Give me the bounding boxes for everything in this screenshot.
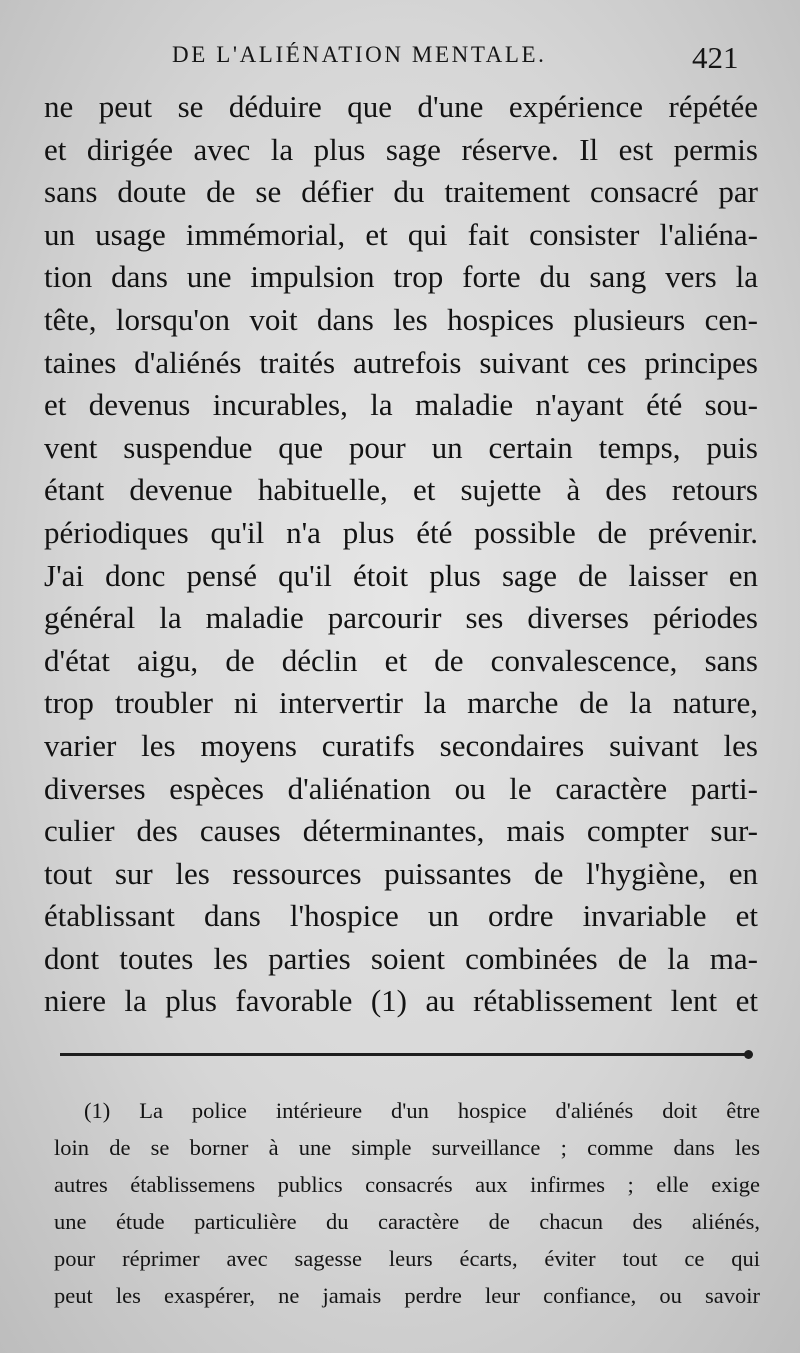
text-line: tion dans une impulsion trop forte du sang vers la [44, 259, 758, 295]
text-line: varier les moyens curatifs secondaires suivant les [44, 727, 758, 763]
text-line: d'état aigu, de déclin et de convalescence, sans [44, 642, 758, 678]
running-title: DE L'ALIÉNATION MENTALE. [172, 42, 547, 67]
text-line: vent suspendue que pour un certain temps, puis [44, 429, 758, 465]
footnote-line: loin de se borner à une simple surveillance ; comme dans les [54, 1135, 760, 1160]
footnote-line: une étude particulière du caractère de chacun des aliénés, [54, 1209, 760, 1234]
text-line: étant devenue habituelle, et sujette à des retours [44, 472, 758, 508]
text-line: général la maladie parcourir ses diverses périodes [44, 600, 758, 636]
text-line: tout sur les ressources puissantes de l'hygiène, en [44, 855, 758, 891]
page-number: 421 [692, 40, 739, 75]
text-line: et devenus incurables, la maladie n'ayant été sou- [44, 387, 758, 423]
footnote-separator-rule [60, 1053, 748, 1056]
footnote-line: (1) La police intérieure d'un hospice d'aliénés doit être [84, 1098, 760, 1123]
text-line: dont toutes les parties soient combinées de la ma- [44, 940, 758, 976]
text-line: périodiques qu'il n'a plus été possible de prévenir. [44, 514, 758, 550]
main-text [44, 86, 758, 1023]
rule-end-ornament [744, 1050, 753, 1059]
text-line: établissant dans l'hospice un ordre invariable et [44, 898, 758, 934]
text-line: taines d'aliénés traités autrefois suivant ces principes [44, 344, 758, 380]
page-header [0, 42, 800, 82]
text-line: niere la plus favorable (1) au rétablissement lent et [44, 983, 758, 1019]
text-line: tête, lorsqu'on voit dans les hospices plusieurs cen- [44, 301, 758, 337]
text-line: trop troubler ni intervertir la marche de la nature, [44, 685, 758, 721]
footnote [54, 1092, 760, 1314]
text-line: sans doute de se défier du traitement consacré par [44, 174, 758, 210]
text-line: ne peut se déduire que d'une expérience répétée [44, 89, 758, 124]
text-line: et dirigée avec la plus sage réserve. Il est permis [44, 131, 758, 167]
text-line: culier des causes déterminantes, mais compter sur- [44, 813, 758, 849]
footnote-line: pour réprimer avec sagesse leurs écarts, éviter tout ce qui [54, 1246, 760, 1271]
text-line: diverses espèces d'aliénation ou le caractère parti- [44, 770, 758, 806]
footnote-line: autres établissemens publics consacrés aux infirmes ; elle exige [54, 1172, 760, 1197]
text-line: J'ai donc pensé qu'il étoit plus sage de laisser en [44, 557, 758, 593]
footnote-line: peut les exaspérer, ne jamais perdre leur confiance, ou savoir [54, 1283, 760, 1308]
text-line: un usage immémorial, et qui fait consister l'aliéna- [44, 216, 758, 252]
